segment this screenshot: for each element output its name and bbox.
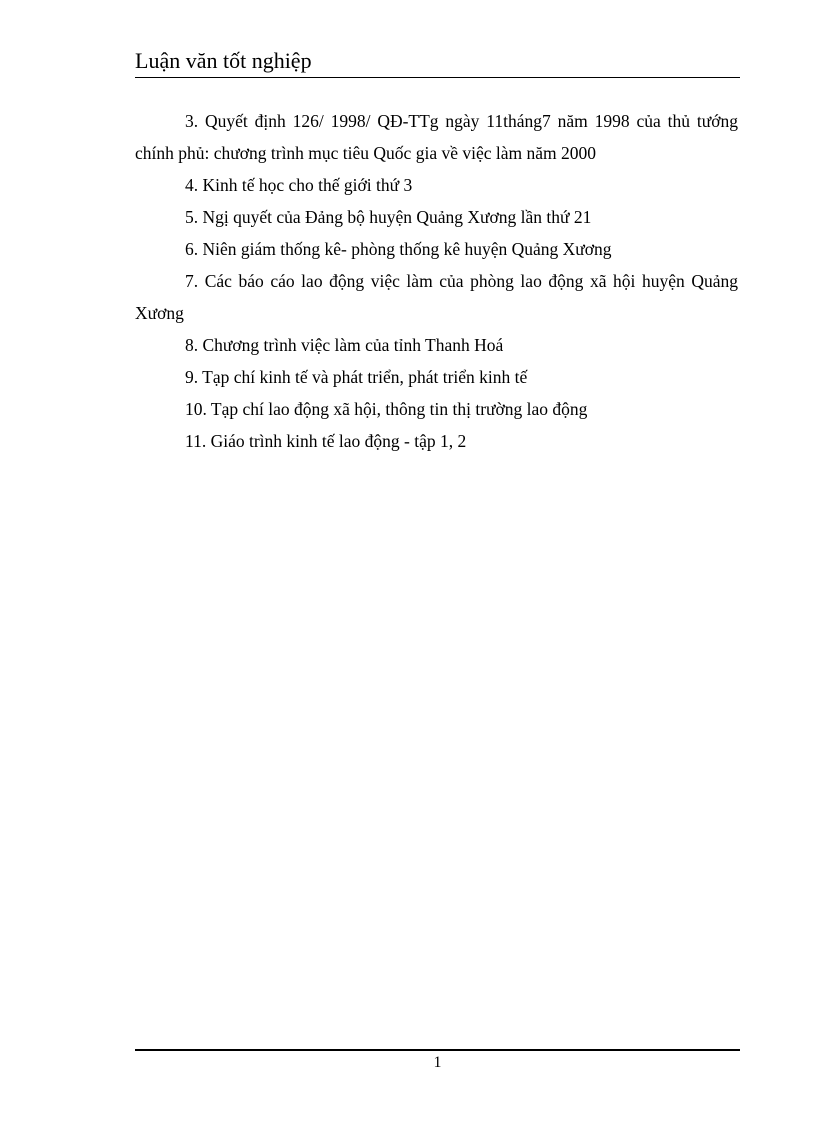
header-title: Luận văn tốt nghiệp — [135, 48, 312, 73]
footer-rule — [135, 1049, 740, 1051]
reference-list — [135, 105, 738, 457]
reference-item: 6. Niên giám thống kê- phòng thống kê huyện Quảng Xương — [185, 239, 612, 259]
reference-item: 3. Quyết định 126/ 1998/ QĐ-TTg ngày 11tháng7 năm 1998 của thủ tướng chính phủ: chương trình mục tiêu Quốc gia về việc làm năm 2000 — [135, 111, 738, 163]
reference-item: 4. Kinh tế học cho thế giới thứ 3 — [185, 175, 413, 195]
reference-item: 11. Giáo trình kinh tế lao động - tập 1, 2 — [185, 431, 467, 451]
page-number: 1 — [433, 1054, 442, 1071]
reference-item: 9. Tạp chí kinh tế và phát triển, phát triển kinh tế — [185, 367, 528, 387]
reference-item: 5. Ngị quyết của Đảng bộ huyện Quảng Xương lần thứ 21 — [185, 207, 592, 227]
reference-item: 8. Chương trình việc làm của tỉnh Thanh Hoá — [185, 335, 504, 355]
page-header — [135, 46, 740, 78]
reference-item: 7. Các báo cáo lao động việc làm của phòng lao động xã hội huyện Quảng Xương — [135, 271, 738, 323]
reference-item: 10. Tạp chí lao động xã hội, thông tin thị trường lao động — [185, 399, 588, 419]
